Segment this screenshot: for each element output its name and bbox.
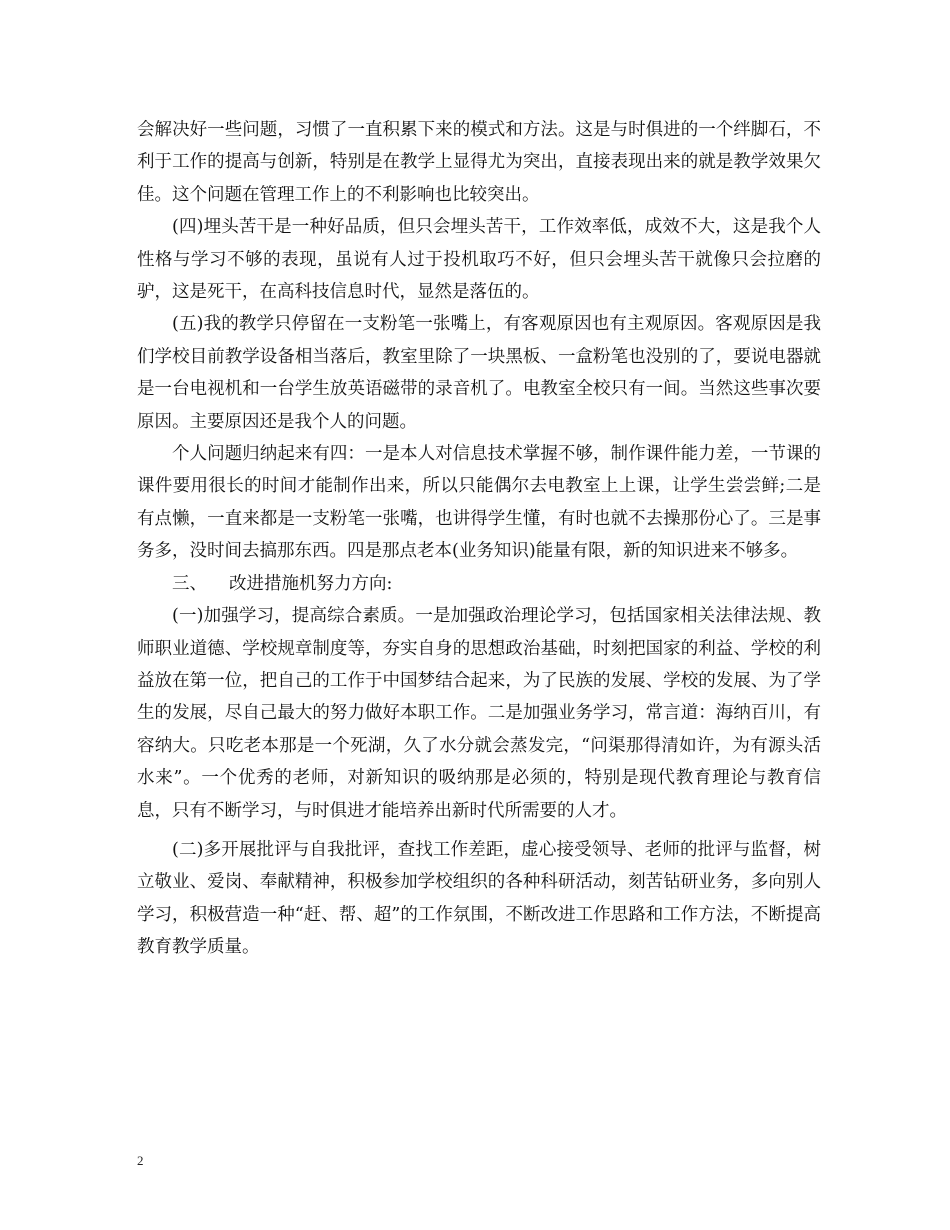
section-heading: [137, 568, 821, 600]
document-body: [137, 114, 821, 964]
paragraph-item-five: (五)我的教学只停留在一支粉笔一张嘴上，有客观原因也有主观原因。客观原因是我们学校目前教学设备相当落后，教室里除了一块黑板、一盒粉笔也没别的了，要说电器就是一台电视机和一台学生放英语磁带的录音机了。电教室全校只有一间。当然这些事次要原因。主要原因还是我个人的问题。: [137, 314, 821, 432]
paragraph-continuation: 会解决好一些问题，习惯了一直积累下来的模式和方法。这是与时俱进的一个绊脚石，不利于工作的提高与创新，特别是在教学上显得尤为突出，直接表现出来的就是教学效果欠佳。这个问题在管理工作上的不利影响也比较突出。: [137, 120, 821, 205]
paragraph-item-four: (四)埋头苦干是一种好品质，但只会埋头苦干，工作效率低，成效不大，这是我个人性格与学习不够的表现，虽说有人过于投机取巧不好，但只会埋头苦干就像只会拉磨的驴，这是死干，在高科技信息时代，显然是落伍的。: [137, 217, 821, 303]
paragraph-measure-one: (一)加强学习，提高综合素质。一是加强政治理论学习，包括国家相关法律法规、教师职业道德、学校规章制度等，夯实自身的思想政治基础，时刻把国家的利益、学校的利益放在第一位，把自己的工作于中国梦结合起来，为了民族的发展、学校的发展、为了学生的发展，尽自己最大的努力做好本职工作。二是加强业务学习，常言道：海纳百川，有容纳大。只吃老本那是一个死湖，久了水分就会蒸发完，“问渠那得清如许，为有源头活水来”。一个优秀的老师，对新知识的吸纳那是必须的，特别是现代教育理论与教育信息，只有不断学习，与时俱进才能培养出新时代所需要的人才。: [137, 606, 821, 821]
paragraph-personal-issues: 个人问题归纳起来有四：一是本人对信息技术掌握不够，制作课件能力差，一节课的课件要用很长的时间才能制作出来，所以只能偶尔去电教室上上课，让学生尝尝鲜;二是有点懒，一直来都是一支粉笔一张嘴，也讲得学生懂，有时也就不去操那份心了。三是事务多，没时间去搞那东西。四是那点老本(业务知识)能量有限，新的知识进来不够多。: [137, 444, 821, 562]
section-heading-title: 改进措施机努力方向:: [229, 573, 393, 594]
paragraph-measure-two: (二)多开展批评与自我批评，查找工作差距，虚心接受领导、老师的批评与监督，树立敬业、爱岗、奉献精神，积极参加学校组织的各种科研活动，刻苦钻研业务，多向别人学习，积极营造一种“赶、帮、超”的工作氛围，不断改进工作思路和工作方法，不断提高教育教学质量。: [137, 839, 821, 958]
page-number: 2: [137, 1153, 144, 1168]
section-heading-number: 三、: [172, 573, 207, 594]
